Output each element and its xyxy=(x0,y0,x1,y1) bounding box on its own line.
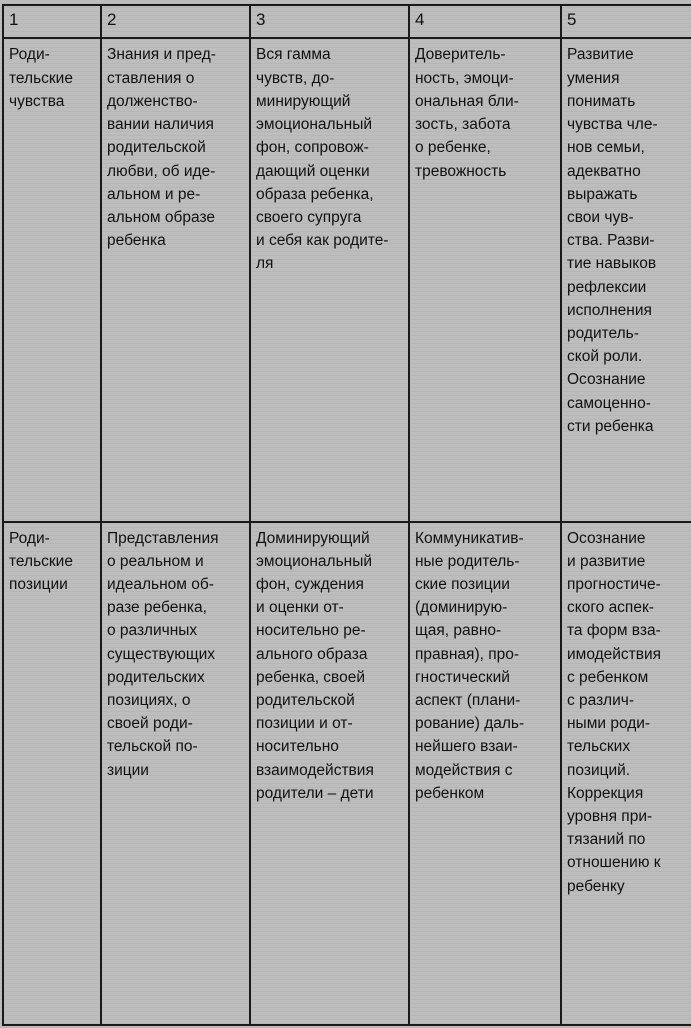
header-cell-5: 5 xyxy=(561,5,691,38)
row1-knowledge: Знания и пред- ставления о долженство- вании наличия родительской любви, об иде- альном и ре- альном образе ребенка xyxy=(101,38,250,521)
row1-development: Развитие умения понимать чувства чле- нов семьи, адекватно выражать свои чув- ства. Разви- тие навыков рефлексии исполнения родитель- ской роли. Осознание самоценно- сти ребенка xyxy=(561,38,691,521)
row1-behavioral: Доверитель- ность, эмоци- ональная бли- зость, забота о ребенке, тревожность xyxy=(409,38,561,521)
header-cell-4: 4 xyxy=(409,5,561,38)
header-cell-2: 2 xyxy=(101,5,250,38)
header-cell-1: 1 xyxy=(3,5,101,38)
parenting-table xyxy=(2,4,691,1026)
header-row xyxy=(3,5,691,38)
row2-development: Осознание и развитие прогностиче- ского аспек- та форм вза- имодействия с ребенком с различ- ными роди- тельских позиций. Коррекция уровня при- тязаний по отношению к ребенку xyxy=(561,522,691,1025)
row1-emotional: Вся гамма чувств, до- минирующий эмоциональный фон, сопровож- дающий оценки образа ребенка, своего супруга и себя как родите- ля xyxy=(250,38,409,521)
table-row-parental-positions xyxy=(3,522,691,1025)
row1-category: Роди- тельские чувства xyxy=(3,38,101,521)
table-row-parental-feelings xyxy=(3,38,691,521)
row2-category: Роди- тельские позиции xyxy=(3,522,101,1025)
row2-knowledge: Представления о реальном и идеальном об- разе ребенка, о различных существующих родительских позициях, о своей роди- тельской по- зиции xyxy=(101,522,250,1025)
row2-behavioral: Коммуникатив- ные родитель- ские позиции (доминирую- щая, равно- правная), про- гностический аспект (плани- рование) даль- нейшего взаи- модействия с ребенком xyxy=(409,522,561,1025)
row2-emotional: Доминирующий эмоциональный фон, суждения и оценки от- носительно ре- ального образа ребенка, своей родительской позиции и от- носительно взаимодействия родители – дети xyxy=(250,522,409,1025)
header-cell-3: 3 xyxy=(250,5,409,38)
